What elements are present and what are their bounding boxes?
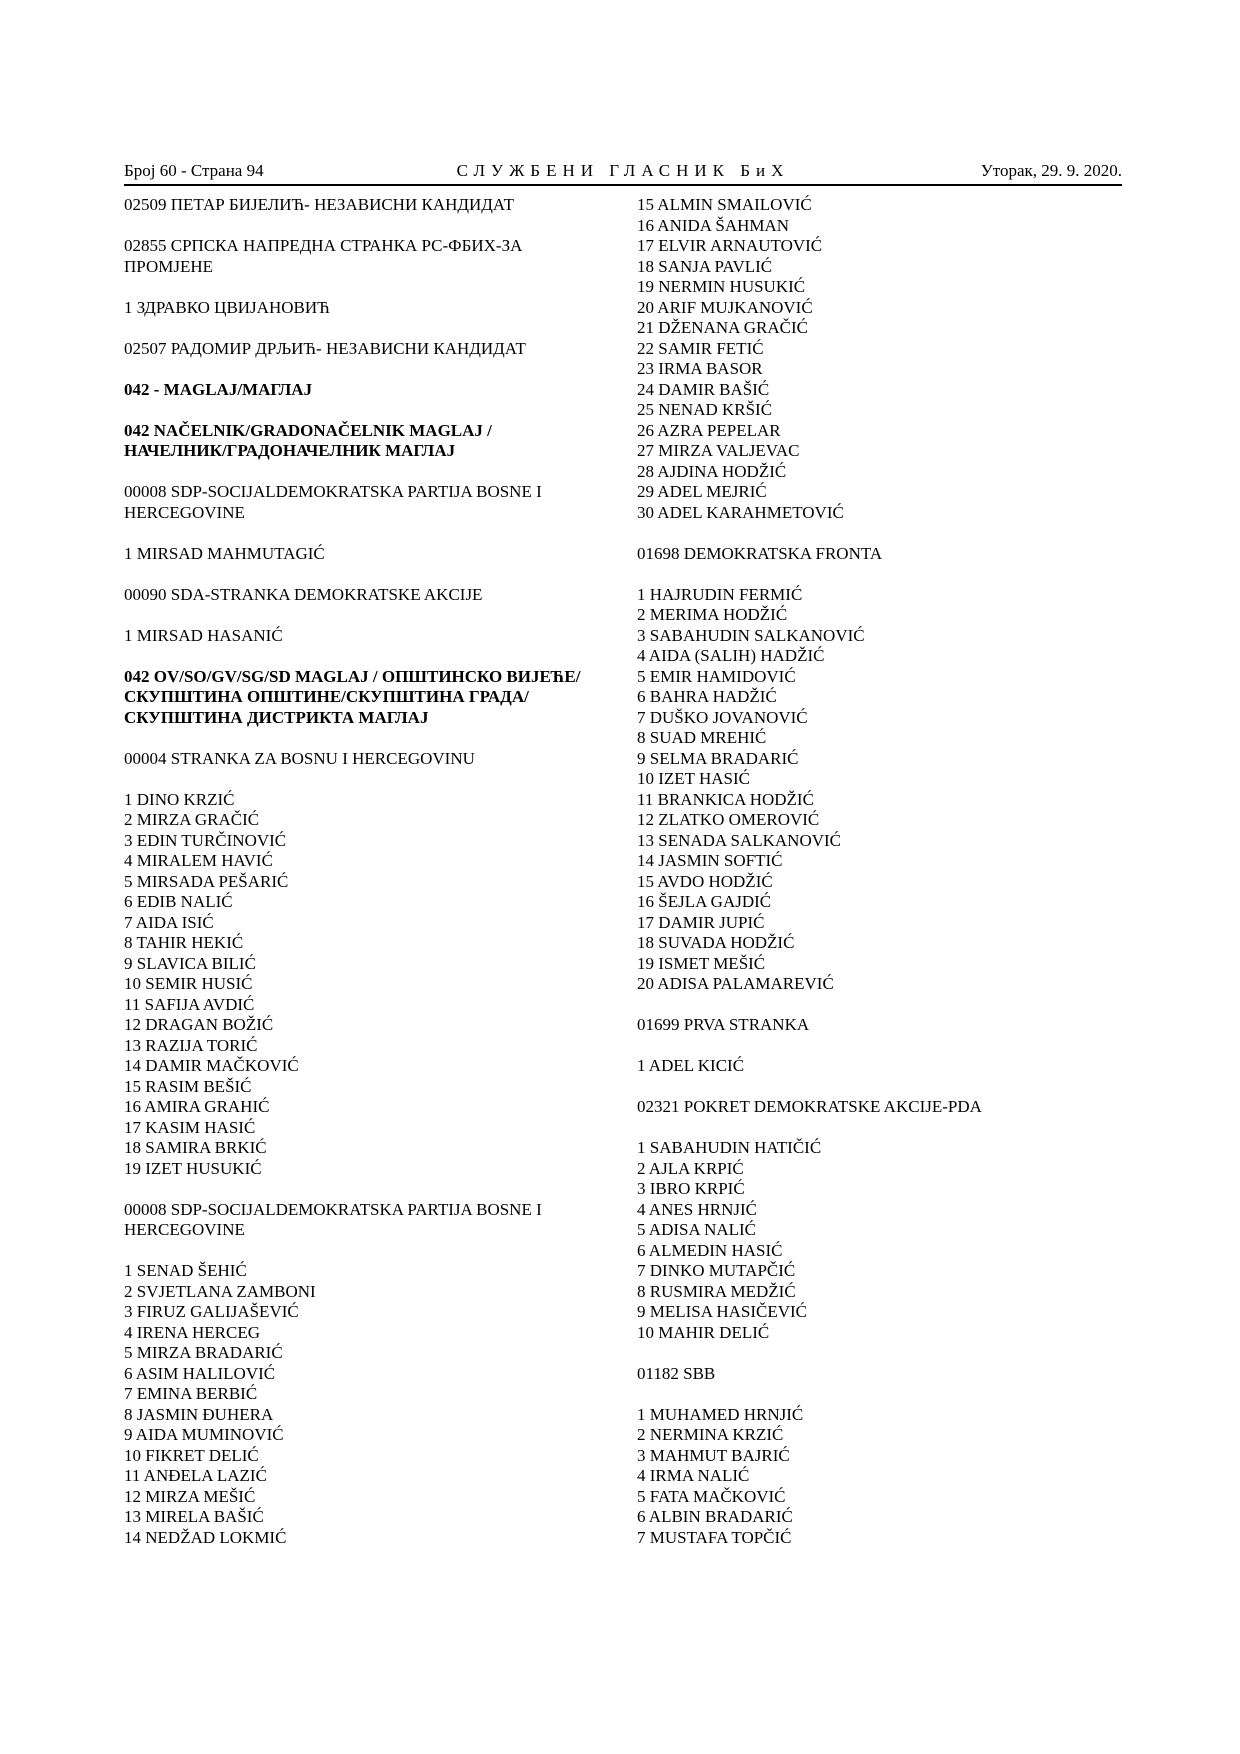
list-item: 2 MERIMA HODŽIĆ — [637, 605, 788, 624]
list-item: 28 AJDINA HODŽIĆ — [637, 461, 787, 481]
list-item: 20 ARIF MUJKANOVIĆ — [637, 297, 813, 317]
list-item: 3 FIRUZ GALIJAŠEVIĆ — [124, 1302, 299, 1321]
list-item: 8 TAHIR HEKIĆ — [124, 933, 244, 952]
spacer — [124, 728, 584, 749]
list-item: 1 MUHAMED HRNJIĆ — [637, 1404, 804, 1424]
list-item: 00008 SDP-SOCIJALDEMOKRATSKA PARTIJA BOSNE I HERCEGOVINE — [124, 482, 542, 522]
list-item: 11 BRANKICA HODŽIĆ — [637, 789, 814, 809]
list-item: 00090 SDA-STRANKA DEMOKRATSKE AKCIJE — [124, 584, 483, 604]
list-item: 1 SABAHUDIN HATIČIĆ — [637, 1138, 822, 1157]
spacer — [637, 1343, 1107, 1364]
list-item: 18 SUVADA HODŽIĆ — [637, 933, 795, 952]
list-item: 4 IRENA HERCEG — [124, 1322, 260, 1342]
spacer — [124, 400, 584, 421]
list-item: 15 AVDO HODŽIĆ — [637, 871, 773, 891]
spacer — [124, 277, 584, 298]
page-header — [124, 160, 1122, 186]
list-item: 12 ZLATKO OMEROVIĆ — [637, 810, 820, 829]
spacer — [637, 1118, 1107, 1139]
issue-date: Уторак, 29. 9. 2020. — [980, 161, 1122, 180]
list-item: 01698 DEMOKRATSKA FRONTA — [637, 543, 883, 563]
list-item: 6 BAHRA HADŽIĆ — [637, 687, 777, 706]
spacer — [124, 359, 584, 380]
list-item: 16 ANIDA ŠAHMAN — [637, 215, 790, 235]
list-item: 3 MAHMUT BAJRIĆ — [637, 1445, 790, 1465]
spacer — [637, 1036, 1107, 1057]
list-item: 1 SENAD ŠEHIĆ — [124, 1261, 247, 1280]
list-item: 30 ADEL KARAHMETOVIĆ — [637, 502, 844, 522]
list-item: 15 ALMIN SMAILOVIĆ — [637, 195, 812, 214]
list-item: 6 ALMEDIN HASIĆ — [637, 1240, 783, 1260]
spacer — [124, 462, 584, 483]
list-item: 10 MAHIR DELIĆ — [637, 1322, 770, 1342]
list-item: 13 RAZIJA TORIĆ — [124, 1035, 258, 1055]
list-item: 4 ANES HRNJIĆ — [637, 1199, 757, 1219]
list-item: 25 NENAD KRŠIĆ — [637, 400, 773, 419]
list-item: 3 IBRO KRPIĆ — [637, 1179, 745, 1198]
list-item: 8 SUAD MREHIĆ — [637, 728, 767, 747]
list-item: 7 DINKO MUTAPČIĆ — [637, 1261, 796, 1280]
list-item: 27 MIRZA VALJEVAC — [637, 441, 800, 460]
list-item: 6 ASIM HALILOVIĆ — [124, 1363, 276, 1383]
spacer — [637, 1077, 1107, 1098]
list-item: 00004 STRANKA ZA BOSNU I HERCEGOVINU — [124, 748, 475, 768]
list-item: 9 MELISA HASIČEVIĆ — [637, 1302, 808, 1321]
list-item: 2 AJLA KRPIĆ — [637, 1158, 744, 1178]
list-item: 5 FATA MAČKOVIĆ — [637, 1486, 786, 1506]
list-item: 20 ADISA PALAMAREVIĆ — [637, 974, 834, 993]
list-item: 8 RUSMIRA MEDŽIĆ — [637, 1281, 796, 1301]
list-item: 10 SEMIR HUSIĆ — [124, 974, 253, 993]
list-item: 13 MIRELA BAŠIĆ — [124, 1507, 264, 1526]
list-item: 7 AIDA ISIĆ — [124, 912, 214, 932]
spacer — [637, 1384, 1107, 1405]
list-item: 8 JASMIN ĐUHERA — [124, 1404, 274, 1424]
list-item: 13 SENADA SALKANOVIĆ — [637, 830, 842, 850]
spacer — [124, 605, 584, 626]
list-item: 14 JASMIN SOFTIĆ — [637, 851, 783, 870]
spacer — [124, 564, 584, 585]
list-item: 5 MIRSADA PEŠARIĆ — [124, 871, 289, 891]
section-heading: 042 - MAGLAJ/МАГЛАЈ — [124, 379, 313, 399]
list-item: 29 ADEL MEJRIĆ — [637, 482, 767, 501]
list-item: 4 AIDA (SALIH) HADŽIĆ — [637, 646, 825, 665]
list-item: 2 MIRZA GRAČIĆ — [124, 810, 260, 829]
left-column — [124, 195, 584, 1548]
list-item: 7 DUŠKO JOVANOVIĆ — [637, 707, 808, 727]
list-item: 00008 SDP-SOCIJALDEMOKRATSKA PARTIJA BOSNE I HERCEGOVINE — [124, 1199, 542, 1239]
spacer — [124, 1179, 584, 1200]
section-heading: 042 OV/SO/GV/SG/SD MAGLAJ / ОПШТИНСКО ВИЈЕЋЕ/СКУПШТИНА ОПШТИНЕ/СКУПШТИНА ГРАДА/СКУПШТИНА ДИСТРИКТА МАГЛАЈ — [124, 666, 581, 727]
list-item: 9 SLAVICA BILIĆ — [124, 953, 256, 973]
list-item: 7 MUSTAFA TOPČIĆ — [637, 1527, 792, 1547]
list-item: 19 ISMET MEŠIĆ — [637, 953, 766, 973]
list-item: 9 AIDA MUMINOVIĆ — [124, 1425, 284, 1444]
issue-page-number: Број 60 - Страна 94 — [124, 161, 264, 180]
list-item: 19 IZET HUSUKIĆ — [124, 1158, 262, 1178]
list-item: 22 SAMIR FETIĆ — [637, 338, 764, 358]
list-item: 16 AMIRA GRAHIĆ — [124, 1097, 270, 1116]
list-item: 2 NERMINA KRZIĆ — [637, 1425, 784, 1444]
list-item: 11 SAFIJA AVDIĆ — [124, 994, 255, 1014]
list-item: 17 DAMIR JUPIĆ — [637, 912, 765, 932]
list-item: 15 RASIM BEŠIĆ — [124, 1076, 252, 1096]
list-item: 01182 SBB — [637, 1363, 716, 1383]
list-item: 18 SAMIRA BRKIĆ — [124, 1138, 267, 1157]
list-item: 10 FIKRET DELIĆ — [124, 1445, 259, 1465]
list-item: 6 EDIB NALIĆ — [124, 892, 233, 911]
list-item: 02507 РАДОМИР ДРЉИЋ- НЕЗАВИСНИ КАНДИДАТ — [124, 338, 526, 358]
spacer — [124, 646, 584, 667]
list-item: 01699 PRVA STRANKA — [637, 1015, 810, 1034]
list-item: 1 DINO KRZIĆ — [124, 789, 235, 809]
list-item: 14 DAMIR MAČKOVIĆ — [124, 1056, 299, 1075]
list-item: 17 ELVIR ARNAUTOVIĆ — [637, 236, 823, 255]
list-item: 5 EMIR HAMIDOVIĆ — [637, 666, 796, 686]
list-item: 6 ALBIN BRADARIĆ — [637, 1507, 793, 1526]
list-item: 5 ADISA NALIĆ — [637, 1220, 757, 1239]
list-item: 24 DAMIR BAŠIĆ — [637, 379, 770, 399]
list-item: 1 ЗДРАВКО ЦВИЈАНОВИЋ — [124, 297, 330, 317]
list-item: 1 MIRSAD MAHMUTAGIĆ — [124, 543, 325, 563]
list-item: 10 IZET HASIĆ — [637, 769, 751, 788]
spacer — [124, 769, 584, 790]
list-item: 1 HAJRUDIN FERMIĆ — [637, 584, 803, 604]
list-item: 7 EMINA BERBIĆ — [124, 1384, 258, 1403]
list-item: 3 EDIN TURČINOVIĆ — [124, 830, 287, 850]
list-item: 4 MIRALEM HAVIĆ — [124, 851, 273, 870]
spacer — [637, 995, 1107, 1016]
right-column — [637, 195, 1107, 1548]
list-item: 02509 ПЕТАР БИЈЕЛИЋ- НЕЗАВИСНИ КАНДИДАТ — [124, 195, 515, 214]
list-item: 23 IRMA BASOR — [637, 359, 763, 378]
list-item: 26 AZRA PEPELAR — [637, 420, 781, 440]
spacer — [124, 216, 584, 237]
list-item: 11 ANĐELA LAZIĆ — [124, 1466, 267, 1485]
list-item: 18 SANJA PAVLIĆ — [637, 256, 773, 276]
list-item: 19 NERMIN HUSUKIĆ — [637, 277, 806, 296]
list-item: 02855 СРПСКА НАПРЕДНА СТРАНКА РС-ФБИХ-ЗА ПРОМЈЕНЕ — [124, 236, 523, 276]
spacer — [637, 564, 1107, 585]
section-heading: 042 NAČELNIK/GRADONAČELNIK MAGLAJ / НАЧЕЛНИК/ГРАДОНАЧЕЛНИК МАГЛАЈ — [124, 420, 492, 460]
list-item: 9 SELMA BRADARIĆ — [637, 748, 799, 768]
list-item: 21 DŽENANA GRAČIĆ — [637, 318, 808, 337]
list-item: 4 IRMA NALIĆ — [637, 1466, 750, 1485]
spacer — [124, 523, 584, 544]
list-item: 3 SABAHUDIN SALKANOVIĆ — [637, 625, 865, 645]
spacer — [124, 1241, 584, 1262]
spacer — [124, 318, 584, 339]
list-item: 17 KASIM HASIĆ — [124, 1117, 256, 1137]
list-item: 5 MIRZA BRADARIĆ — [124, 1343, 283, 1362]
list-item: 1 MIRSAD HASANIĆ — [124, 625, 283, 645]
list-item: 16 ŠEJLA GAJDIĆ — [637, 892, 772, 911]
list-item: 2 SVJETLANA ZAMBONI — [124, 1281, 316, 1301]
spacer — [637, 523, 1107, 544]
list-item: 1 ADEL KICIĆ — [637, 1056, 745, 1075]
list-item: 02321 POKRET DEMOKRATSKE AKCIJE-PDA — [637, 1097, 982, 1116]
list-item: 12 DRAGAN BOŽIĆ — [124, 1015, 274, 1034]
list-item: 14 NEDŽAD LOKMIĆ — [124, 1527, 287, 1547]
publication-title: СЛУЖБЕНИ ГЛАСНИК БиХ — [456, 161, 790, 180]
list-item: 12 MIRZA MEŠIĆ — [124, 1486, 256, 1506]
